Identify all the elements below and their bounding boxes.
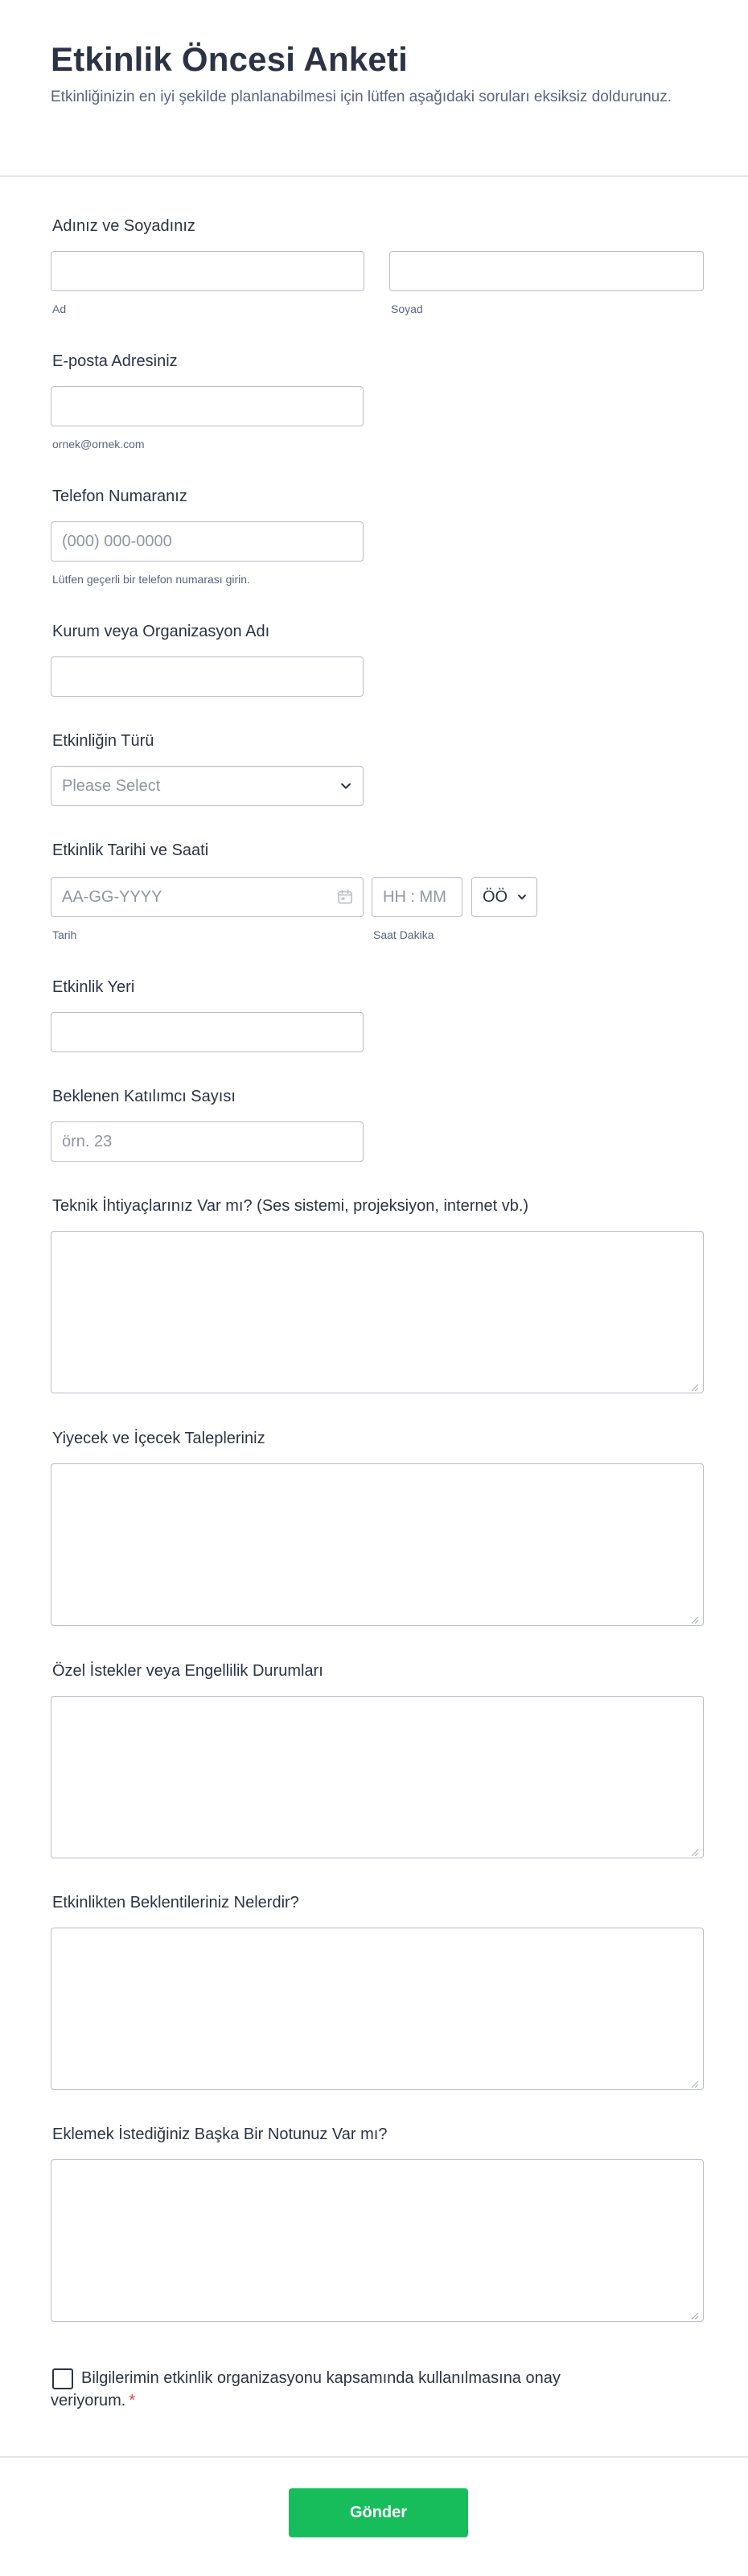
date-sublabel: Tarih (52, 928, 77, 941)
resize-grip-icon[interactable] (689, 2311, 699, 2320)
resize-grip-icon[interactable] (689, 1382, 699, 1392)
catering-textarea[interactable] (51, 1463, 704, 1626)
required-mark: * (129, 2392, 136, 2409)
event-type-dropdown[interactable] (51, 766, 364, 806)
expectations-label: Etkinlikten Beklentileriniz Nelerdir? (52, 1894, 299, 1911)
first-name-input[interactable] (51, 251, 364, 291)
ampm-selected: ÖÖ (483, 888, 508, 906)
submit-button[interactable]: Gönder (289, 2488, 468, 2537)
date-input[interactable] (51, 877, 364, 917)
footer-divider (0, 2456, 748, 2458)
consent-label (51, 2367, 614, 2412)
special-requests-label: Özel İstekler veya Engellilik Durumları (52, 1662, 323, 1680)
last-name-sublabel: Soyad (391, 302, 423, 315)
attendees-label: Beklenen Katılımcı Sayısı (52, 1088, 236, 1105)
last-name-input[interactable] (389, 251, 704, 291)
resize-grip-icon[interactable] (689, 1847, 699, 1857)
event-type-selected: Please Select (62, 777, 161, 795)
calendar-icon[interactable] (336, 888, 354, 906)
name-label: Adınız ve Soyadınız (52, 217, 195, 235)
ampm-dropdown[interactable] (471, 877, 537, 917)
phone-sublabel: Lütfen geçerli bir telefon numarası girin. (52, 573, 250, 586)
page-title: Etkinlik Öncesi Anketi (51, 40, 408, 78)
phone-label: Telefon Numaranız (52, 488, 187, 505)
notes-textarea[interactable] (51, 2159, 704, 2322)
datetime-label: Etkinlik Tarihi ve Saati (52, 842, 209, 859)
location-input[interactable] (51, 1012, 364, 1052)
chevron-down-icon (516, 891, 528, 903)
resize-grip-icon[interactable] (689, 2079, 699, 2088)
time-sublabel: Saat Dakika (373, 928, 434, 941)
expectations-textarea[interactable] (51, 1928, 704, 2090)
email-field[interactable] (51, 386, 364, 426)
time-input[interactable] (372, 877, 462, 917)
consent-text: Bilgilerimin etkinlik organizasyonu kapsamında kullanılmasına onay veriyorum. (51, 2369, 561, 2409)
page-subtitle: Etkinliğinizin en iyi şekilde planlanabilmesi için lütfen aşağıdaki soruları eksiksiz doldurunuz. (51, 88, 672, 105)
catering-label: Yiyecek ve İçecek Talepleriniz (52, 1430, 265, 1447)
organization-label: Kurum veya Organizasyon Adı (52, 623, 270, 640)
resize-grip-icon[interactable] (689, 1615, 699, 1624)
location-label: Etkinlik Yeri (52, 978, 135, 996)
special-requests-textarea[interactable] (51, 1696, 704, 1858)
phone-input[interactable] (51, 521, 364, 562)
tech-needs-textarea[interactable] (51, 1231, 704, 1393)
notes-label: Eklemek İstediğiniz Başka Bir Notunuz Var mı? (52, 2125, 388, 2143)
tech-needs-label: Teknik İhtiyaçlarınız Var mı? (Ses sistemi, projeksiyon, internet vb.) (52, 1197, 529, 1215)
event-type-label: Etkinliğin Türü (52, 732, 154, 750)
email-sublabel: ornek@ornek.com (52, 438, 145, 451)
chevron-down-icon (339, 779, 353, 793)
attendees-input[interactable] (51, 1121, 364, 1162)
organization-input[interactable] (51, 656, 364, 697)
email-label: E-posta Adresiniz (52, 352, 178, 370)
first-name-sublabel: Ad (52, 302, 67, 315)
form-header (0, 0, 748, 177)
